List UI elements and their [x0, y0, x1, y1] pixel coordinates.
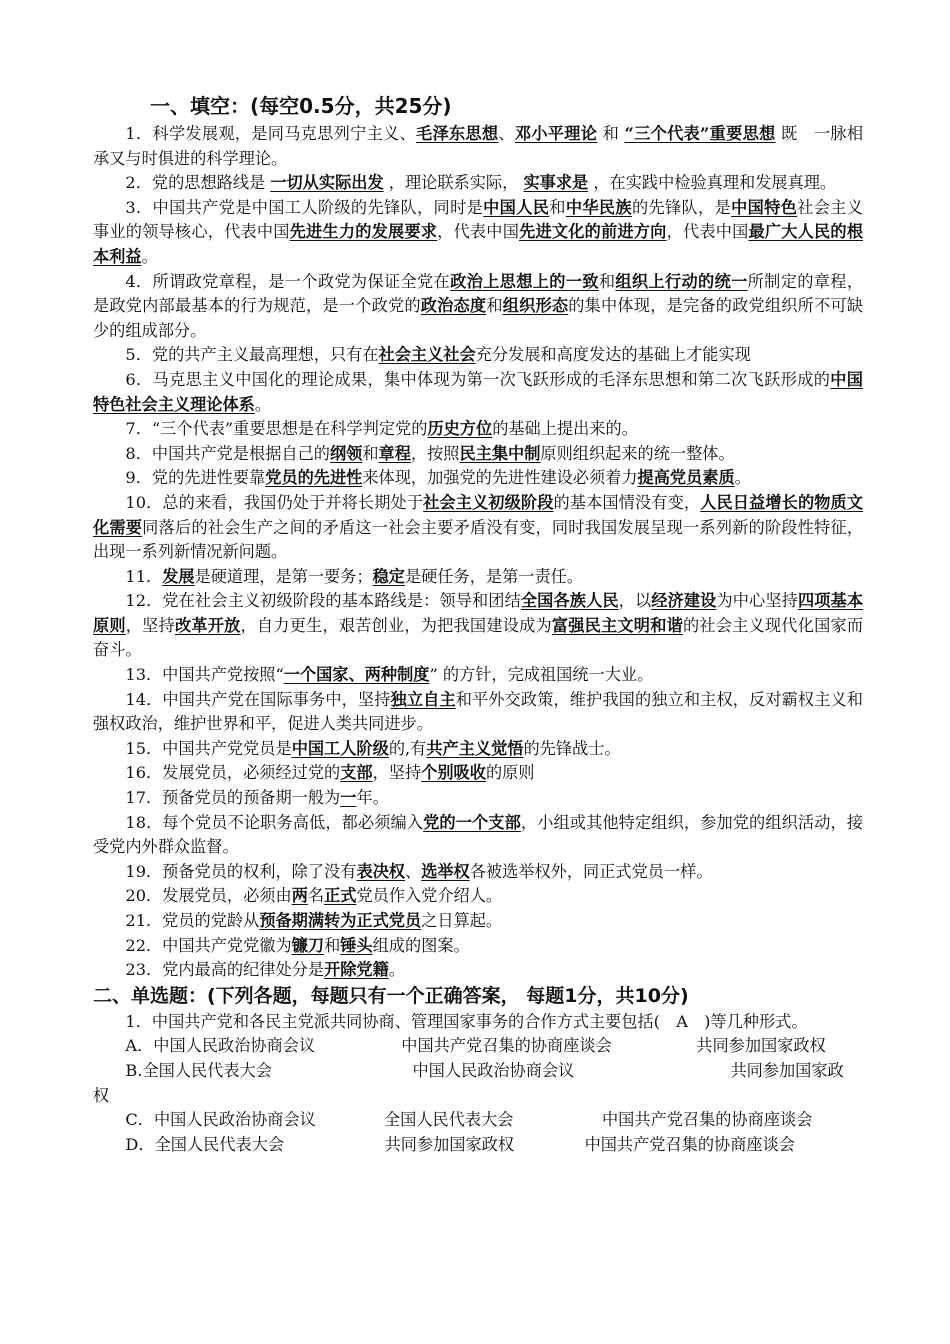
- text: 16．发展党员，必须经过党的: [125, 763, 341, 783]
- question-17: [93, 786, 863, 811]
- text: ，理论联系实际，: [383, 173, 524, 193]
- text: 的先锋战士。: [523, 738, 621, 758]
- text: 既 一脉相承又与时俱进的科学理论。: [93, 124, 864, 168]
- text: 8．中国共产党是根据自己的: [125, 443, 330, 463]
- option-item: 中国共产党召集的协商座谈会: [601, 1110, 813, 1130]
- answer: 一个国家、两种制度: [283, 665, 430, 685]
- question-4: [93, 270, 863, 344]
- answer: 党员的先进性: [265, 468, 363, 488]
- question-5: [93, 343, 863, 368]
- text: 17．预备党员的预备期一般为: [125, 788, 341, 808]
- question-21: [93, 909, 863, 934]
- answer: 支部: [340, 763, 373, 783]
- question-10: [93, 491, 863, 565]
- text: 充分发展和高度发达的基础上才能实现: [475, 345, 751, 365]
- text: 15．中国共产党党员是: [125, 738, 292, 758]
- text: 之间的矛盾这一社会主要矛盾没有变，同时我国发展呈现一系列新的阶段性特征，出现一系列新情况新问题。: [93, 517, 864, 562]
- question-12: [93, 589, 863, 663]
- text: 的社会主义现代化国家而奋斗。: [93, 615, 864, 660]
- text: ，在实践中检验真理和发展真理。: [588, 173, 837, 193]
- option-letter: B.: [125, 1060, 143, 1080]
- text: 和: [598, 271, 616, 291]
- option-item: 全国人民代表大会: [142, 1060, 272, 1080]
- answer: 中华民族: [565, 197, 632, 217]
- text: 和: [362, 443, 379, 463]
- question-14: [93, 688, 863, 737]
- answer: 两: [291, 886, 308, 906]
- text: 原则组织起来的统一整体。: [540, 443, 735, 463]
- option-item: 中国共产党召集的协商座谈会: [401, 1036, 612, 1056]
- text: 年。: [356, 788, 389, 808]
- answer: 毛泽东思想: [416, 124, 499, 143]
- text: 3．中国共产党是中国工人阶级的先锋队，同时是: [125, 197, 484, 217]
- question-18: [93, 811, 863, 860]
- option-item: 中国人民政治协商会议: [153, 1110, 316, 1130]
- text: 23．党内最高的纪律处分是: [125, 960, 325, 980]
- text: 1．科学发展观，是同马克思列宁主义、: [125, 124, 416, 143]
- option-item: 共同参加国家政权: [696, 1036, 826, 1056]
- option-item: 中国共产党召集的协商座谈会: [584, 1134, 795, 1154]
- option-c: [93, 1108, 863, 1133]
- section-title-single-choice: 二、单选题：(下列各题，每题只有一个正确答案， 每题1分，共10分): [93, 984, 689, 1007]
- text: 和: [597, 124, 625, 143]
- text: 20．发展党员，必须由: [125, 886, 292, 906]
- text: 为中心坚持: [716, 591, 798, 611]
- option-b: [93, 1059, 863, 1084]
- answer: 个别吸收: [421, 763, 486, 783]
- text: ，以: [618, 591, 652, 611]
- answer: 组织上行动的统一: [615, 271, 748, 291]
- answer: 表决权: [356, 861, 405, 881]
- option-item: 全国人民代表大会: [383, 1110, 514, 1130]
- option-item: 全国人民代表大会: [154, 1134, 285, 1154]
- exam-page: [93, 92, 863, 1157]
- text: 5．党的共产主义最高理想，只有在: [125, 345, 379, 365]
- answer: 改革开放: [174, 615, 241, 635]
- text: 。: [254, 394, 272, 414]
- text: ，坚持: [125, 615, 175, 635]
- text: 和: [324, 935, 341, 955]
- option-item: 共同参加国家政权: [384, 1134, 515, 1154]
- answer: 独立自主: [390, 689, 456, 709]
- text: 2．党的思想路线是: [125, 173, 271, 193]
- text: 。: [734, 468, 751, 488]
- text: 党员作入党介绍人。: [356, 886, 503, 906]
- text: 4．所谓政党章程，是一个政党为保证全党在: [125, 271, 451, 291]
- answer: 中国工人阶级: [291, 738, 389, 758]
- section-title-fill-blank: 一、填空：(每空0.5分，共25分): [150, 94, 452, 118]
- option-letter: C．: [125, 1110, 154, 1130]
- answer: 选举权: [421, 861, 470, 881]
- answer: 稳定: [372, 566, 405, 586]
- text: 、: [498, 124, 515, 143]
- text: ，自力更生，艰苦创业，为把我国建设成为: [240, 615, 552, 635]
- text: 22．中国共产党党徽为: [125, 935, 292, 955]
- text: 和: [549, 197, 566, 217]
- text: 21．党员的党龄从: [125, 911, 260, 930]
- answer: 章程: [378, 443, 411, 463]
- answer: 富强民主文明和谐: [551, 615, 683, 635]
- question-7: [93, 417, 863, 442]
- answer: 政治态度: [420, 296, 487, 316]
- answer: 民主集中制: [459, 443, 541, 463]
- option-b-wrap: 权: [93, 1085, 110, 1105]
- question-16: [93, 761, 863, 786]
- answer: 组织形态: [502, 296, 569, 316]
- answer: 预备期满转为正式党员: [259, 911, 422, 930]
- question-15: [93, 737, 863, 762]
- question-3: [93, 196, 863, 270]
- option-letter: A．: [125, 1036, 154, 1056]
- text: 。: [141, 246, 158, 266]
- text: 、: [405, 861, 422, 881]
- answer: 共产主义觉悟: [426, 738, 524, 758]
- answer: 正式: [324, 886, 357, 906]
- text: 14．中国共产党在国际事务中，坚持: [125, 689, 391, 709]
- answer: 社会主义社会: [378, 345, 476, 365]
- answer: 发展: [162, 566, 195, 586]
- text: 是硬道理，是第一要务；: [194, 566, 373, 586]
- answer: 实事求是: [523, 173, 589, 193]
- question-23: [93, 958, 863, 983]
- option-letter: D．: [125, 1134, 155, 1154]
- answer: 提高党员素质: [637, 468, 735, 488]
- answer: 开除党籍: [324, 960, 389, 980]
- text: 的基础上提出来的。: [492, 419, 638, 439]
- answer: 四项基本原则: [93, 591, 864, 635]
- answer: 党的一个支部: [423, 812, 521, 832]
- text: 11．: [125, 566, 163, 586]
- answer: 最广大人民的根本利益: [93, 222, 864, 266]
- text: 的原则: [485, 763, 535, 783]
- text: ，按照: [410, 443, 460, 463]
- text: 12．党在社会主义初级阶段的基本路线是：领导和团结: [125, 591, 521, 611]
- question-13: [93, 663, 863, 688]
- answer: 先进生力的发展要求: [289, 222, 438, 242]
- answer: 一: [340, 788, 357, 808]
- text: ，小组或其他特定组织，参加党的组织活动，接受党内外群众监督。: [93, 812, 864, 857]
- answer: 镰刀: [291, 935, 325, 955]
- text: 同落后的社会生产: [142, 517, 274, 537]
- answer: 中国特色: [731, 197, 798, 217]
- answer: 人民日益增长的物质文化需要: [93, 492, 864, 537]
- text: 7．“三个代表”重要思想是在科学判定党的: [125, 419, 428, 439]
- text: 13．中国共产党按照“: [125, 665, 284, 685]
- text: ，代表中国: [666, 222, 749, 242]
- text: 6．马克思主义中国化的理论成果，集中体现为第一次飞跃形成的毛泽东思想和第二次飞跃形成的: [125, 369, 831, 389]
- text: 19．预备党员的权利，除了没有: [125, 861, 357, 881]
- text: 名: [307, 886, 325, 906]
- answer: 社会主义初级阶段: [423, 492, 554, 512]
- text: 之日算起。: [421, 911, 503, 930]
- text: 组成的图案。: [372, 935, 470, 955]
- mc-question-1-stem: 1．中国共产党和各民主党派共同协商、管理国家事务的合作方式主要包括( A )等几种形式。: [125, 1011, 808, 1031]
- answer: 一切从实际出发: [270, 173, 384, 193]
- text: 和: [486, 296, 503, 316]
- question-20: [93, 884, 863, 909]
- answer: 中国人民: [483, 197, 550, 217]
- question-6: [93, 368, 863, 417]
- text: 的先锋队，是: [631, 197, 732, 217]
- question-19: [93, 860, 863, 885]
- text: 18．每个党员不论职务高低，都必须编入: [125, 812, 424, 832]
- answer: 政治上思想上的一致: [450, 271, 599, 291]
- text: 是硬任务，是第一责任。: [405, 566, 584, 586]
- option-item: 中国人民政治协商会议: [153, 1036, 316, 1056]
- question-8: [93, 442, 863, 467]
- question-22: [93, 934, 863, 959]
- text: 。: [388, 960, 405, 980]
- text: 社会主义事业的领导核心，代表中国: [93, 197, 864, 242]
- text: 的集中体现，是完备的政党组织所不可缺少的组成部分。: [93, 296, 864, 340]
- text: 各被选举权外，同正式党员一样。: [469, 861, 713, 881]
- option-item: 共同参加国家政: [730, 1060, 844, 1080]
- option-item: 中国人民政治协商会议: [412, 1060, 575, 1080]
- text: ，代表中国: [437, 222, 520, 242]
- answer: 历史方位: [427, 419, 493, 439]
- answer: 全国各族人民: [520, 591, 619, 611]
- text: 所制定的章程，是政党内部最基本的行为规范，是一个政党的: [93, 271, 864, 316]
- answer: 锤头: [340, 935, 373, 955]
- text: 来体现，加强党的先进性建设必须着力: [362, 468, 638, 488]
- option-d: [93, 1133, 863, 1158]
- text: 10．总的来看，我国仍处于并将长期处于: [125, 492, 424, 512]
- text: ，坚持: [372, 763, 422, 783]
- question-11: [93, 565, 863, 590]
- question-1: [93, 122, 863, 171]
- answer: “三个代表”重要思想: [624, 124, 776, 143]
- answer: 邓小平理论: [514, 124, 598, 143]
- text: 和平外交政策，维护我国的独立和主权，反对霸权主义和强权政治，维护世界和平，促进人类共同进步。: [93, 689, 863, 734]
- text: 9．党的先进性要靠: [125, 468, 266, 488]
- answer: 纲领: [329, 443, 363, 463]
- question-9: [93, 466, 863, 491]
- text: 的基本国情没有变，: [553, 492, 701, 512]
- text: ” 的方针，完成祖国统一大业。: [429, 665, 654, 685]
- option-a: [93, 1034, 863, 1059]
- answer: 中国特色社会主义理论体系: [93, 369, 863, 414]
- answer: 经济建设: [651, 591, 717, 611]
- text: 的,有: [388, 738, 427, 758]
- answer: 先进文化的前进方向: [519, 222, 667, 242]
- question-2: [93, 171, 863, 196]
